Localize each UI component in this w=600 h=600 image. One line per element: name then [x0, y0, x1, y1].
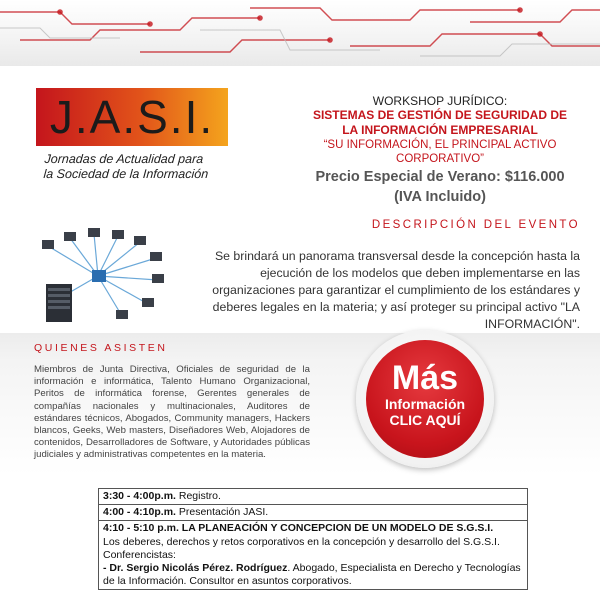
schedule-text: Registro.: [175, 490, 221, 502]
price-line1: Precio Especial de Verano: $116.000: [315, 169, 565, 185]
workshop-label: WORKSHOP JURÍDICO:: [372, 94, 508, 108]
badge-line3: CLIC AQUÍ: [389, 412, 461, 428]
schedule-time: 4:10 - 5:10 p.m. LA PLANEACIÓN Y CONCEPCION DE UN MODELO DE S.G.S.I.: [103, 522, 494, 535]
schedule-table: [98, 488, 528, 590]
jasi-logo: [36, 88, 228, 146]
logo-subtitle-line2: la Sociedad de la Información: [43, 167, 209, 181]
workshop-header: [300, 94, 580, 206]
schedule-text: Presentación JASI.: [175, 506, 269, 519]
workshop-quote-line1: “SU INFORMACIÓN, EL PRINCIPAL ACTIVO: [323, 139, 557, 151]
attendees-heading: QUIENES ASISTEN: [34, 342, 168, 354]
description-heading: DESCRIPCIÓN DEL EVENTO: [371, 219, 580, 231]
speaker-name: - Dr. Sergio Nicolás Pérez. Rodríguez: [103, 562, 288, 575]
circuit-pattern-icon: [0, 0, 600, 66]
circuit-banner: [0, 0, 600, 66]
more-info-button[interactable]: [366, 340, 484, 458]
schedule-desc: Los deberes, derechos y retos corporativos en la concepción y desarrollo del S.G.S.I.: [103, 535, 500, 548]
schedule-time: 4:00 - 4:10p.m.: [103, 506, 176, 519]
attendees-text: Miembros de Junta Directiva, Oficiales de seguridad de la información e informática, Talento Humano Organizacional, Peritos de informática forense, Gerentes generales de compañías nacionales y multinacionales, Auditores de estándares técnicos, Abogados, Community managers, Hackers blancos, Geeks, Web masters, Diseñadores Web, Alojadores de contenidos, Desarrolladores de Software, y Autoridades públicas judiciales y administrativas competentes en la materia.: [34, 364, 310, 461]
table-row: [99, 489, 527, 505]
logo-subtitle: [43, 152, 235, 182]
badge-line1: Más: [391, 359, 459, 397]
workshop-title-line2: LA INFORMACIÓN EMPRESARIAL: [342, 123, 538, 137]
workshop-quote-line2: CORPORATIVO”: [396, 153, 484, 165]
table-row: [99, 521, 527, 590]
description-text: Se brindará un panorama transversal desde la concepción hasta la ejecución de los modelos que deben implementarse en las organizaciones para garantizar el cumplimiento de los estándares y deberes legales en la materia; y así proteger su principal activo "LA INFORMACIÓN".: [212, 249, 580, 331]
badge-line2: Información: [384, 396, 466, 412]
speakers-label: Conferencistas:: [103, 548, 176, 561]
price-line2: (IVA Incluido): [394, 189, 486, 205]
network-diagram-icon: [30, 228, 180, 328]
logo-subtitle-line1: Jornadas de Actualidad para: [44, 152, 204, 166]
schedule-time: 3:30 - 4:00p.m.: [103, 490, 176, 502]
logo-text: J.A.S.I.: [49, 91, 215, 143]
workshop-title-line1: SISTEMAS DE GESTIÓN DE SEGURIDAD DE: [312, 108, 568, 122]
speaker-bio: . Abogado, Especialista en Derecho y Tecnologías de la Información. Consultor en asuntos corporativos.: [103, 562, 521, 588]
more-info-badge: [356, 330, 494, 468]
table-row: [99, 505, 527, 521]
